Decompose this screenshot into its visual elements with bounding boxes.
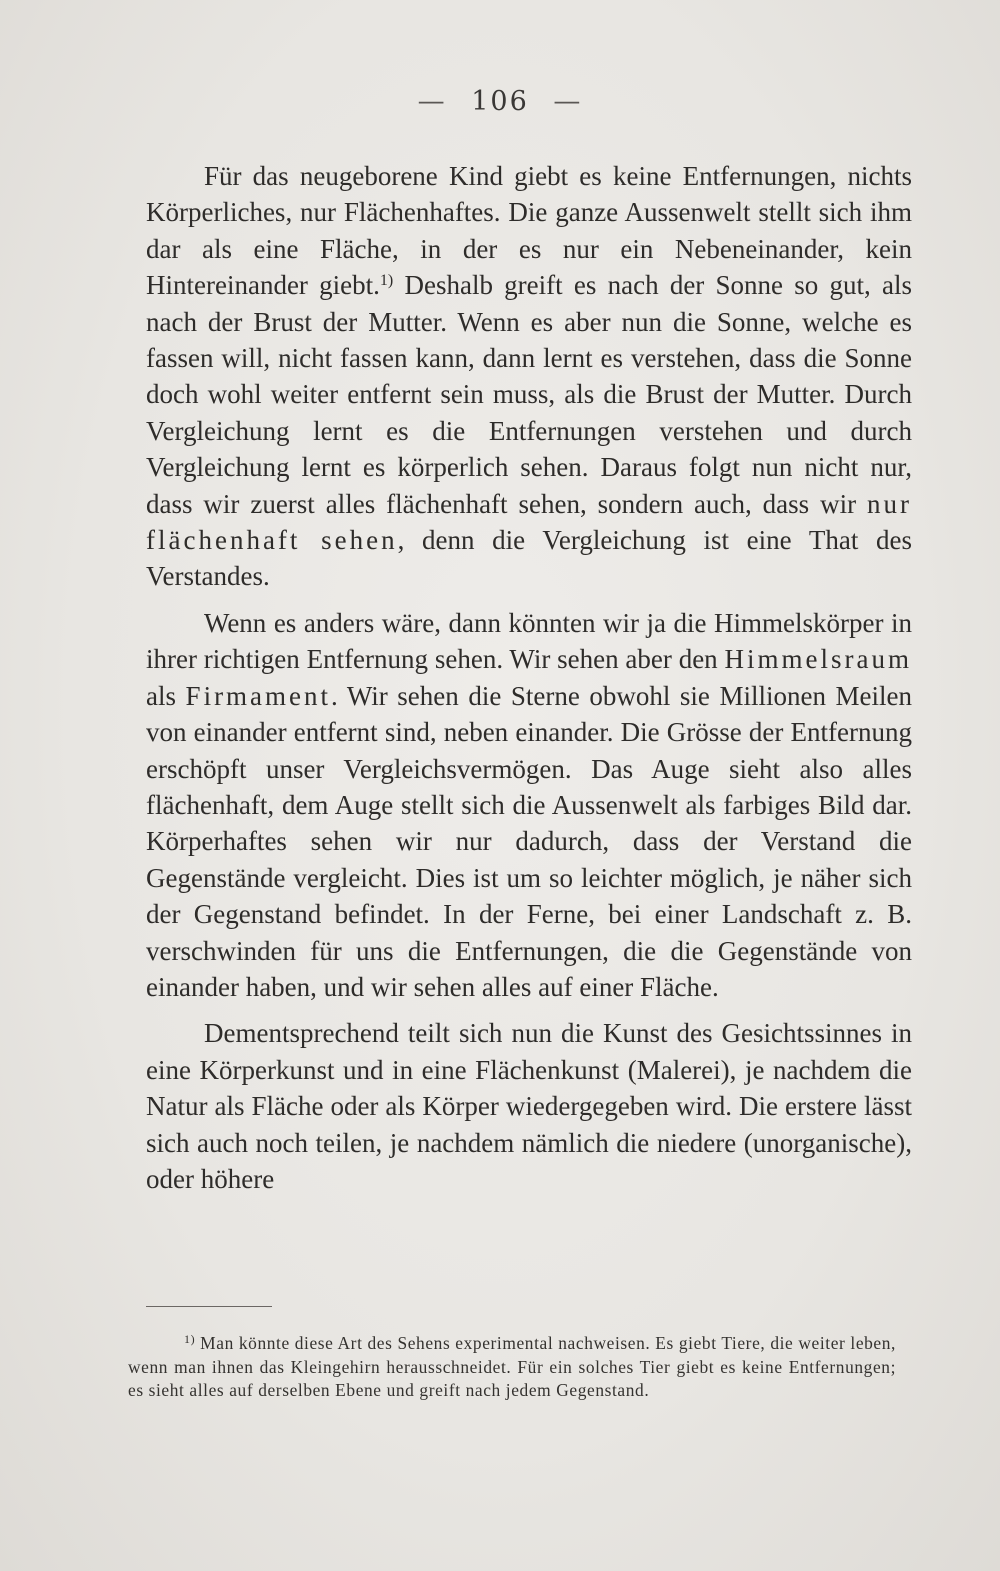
- main-text-body: [146, 158, 912, 1197]
- page-number: 106: [471, 86, 529, 117]
- page-number-header: [0, 86, 1000, 117]
- footnote-text: Man könnte diese Art des Sehens experimental nachweisen. Es giebt Tiere, die weiter leben, wenn man ihnen das Kleingehirn herausschneidet. Für ein solches Tier giebt es keine Entfernungen; es sieht alles auf derselben Ebene und greift nach jedem Gegenstand.: [128, 1333, 896, 1400]
- text-run: . Wir sehen die Sterne obwohl sie Millionen Meilen von einander entfernt sind, neben einander. Die Grösse der Entfernung erschöpft unser Vergleichsvermögen. Das Auge sieht also alles flächenhaft, dem Auge stellt sich die Aussenwelt als farbiges Bild dar. Körperhaftes sehen wir nur dadurch, dass der Verstand die Gegenstände vergleicht. Dies ist um so leichter möglich, je näher sich der Gegenstand befindet. In der Ferne, bei einer Landschaft z. B. verschwinden für uns die Entfernungen, die die Gegenstände von einander haben, und wir sehen alles auf einer Fläche.: [146, 680, 912, 1002]
- footnote-reference: 1): [379, 272, 394, 290]
- footnote-paragraph: [128, 1332, 896, 1403]
- text-run: als: [146, 680, 186, 711]
- text-run: Deshalb greift es nach der Sonne so gut, als nach der Brust der Mutter. Wenn es aber nun die Sonne, welche es fassen will, nicht fassen kann, dann lernt es verstehen, dass die Sonne doch wohl weiter entfernt sein muss, als die Brust der Mutter. Durch Vergleichung lernt es die Entfernungen verstehen und durch Vergleichung lernt es körperlich sehen. Daraus folgt nun nicht nur, dass wir zuerst alles flächenhaft sehen, sondern auch, dass wir: [146, 270, 912, 519]
- text-run: Dementsprechend teilt sich nun die Kunst des Gesichtssinnes in eine Körperkunst und in eine Flächenkunst (Malerei), je nachdem die Natur als Fläche oder als Körper wiedergegeben wird. Die erstere lässt sich auch noch teilen, je nachdem nämlich die niedere (unorganische), oder höhere: [146, 1018, 912, 1194]
- page-number-dash-right: —: [553, 86, 583, 117]
- emphasized-text: nur flächenhaft sehen: [146, 488, 912, 556]
- emphasized-text: Firmament: [185, 680, 332, 711]
- footnote-divider: [146, 1306, 272, 1307]
- footnote: [128, 1332, 896, 1403]
- body-paragraph: [146, 605, 912, 1005]
- body-paragraph: [146, 1015, 912, 1197]
- text-run: , denn die Vergleichung ist eine That des Verstandes.: [146, 525, 912, 592]
- emphasized-text: Himmelsraum: [724, 644, 912, 675]
- text-run: Für das neugeborene Kind giebt es keine Entfernungen, nichts Körperliches, nur Flächenhaftes. Die ganze Aussenwelt stellt sich ihm dar als eine Fläche, in der es nur ein Nebeneinander, kein Hintereinander giebt.: [146, 161, 912, 301]
- text-run: Wenn es anders wäre, dann könnten wir ja die Himmelskörper in ihrer richtigen Entfernung sehen. Wir sehen aber den: [146, 607, 912, 675]
- body-paragraph: [146, 158, 912, 595]
- page-number-dash-left: —: [417, 86, 447, 117]
- footnote-marker: 1): [184, 1332, 196, 1346]
